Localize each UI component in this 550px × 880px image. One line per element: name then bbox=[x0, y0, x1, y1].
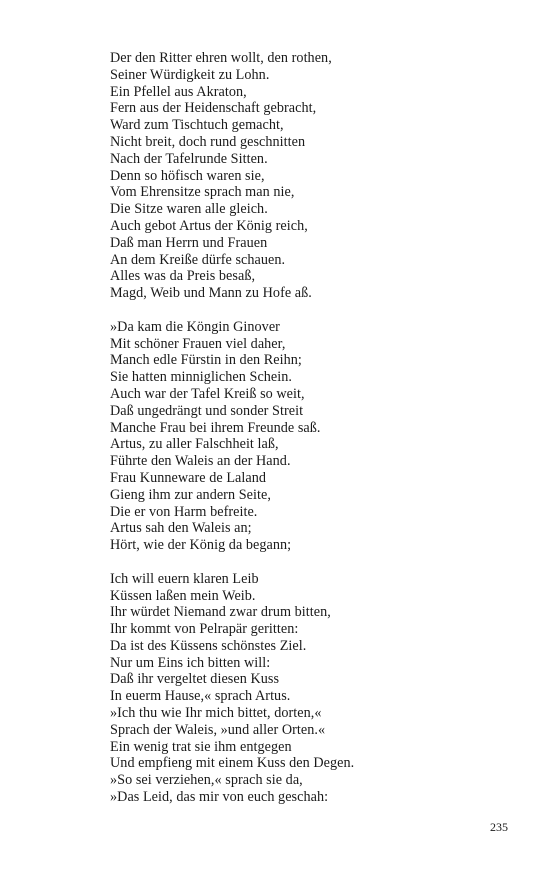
verse-line: Vom Ehrensitze sprach man nie, bbox=[110, 184, 295, 201]
verse-line: Ein wenig trat sie ihm entgegen bbox=[110, 738, 292, 755]
verse-line: Hört, wie der König da begann; bbox=[110, 537, 292, 554]
verse-line: Auch gebot Artus der König reich, bbox=[110, 217, 308, 234]
verse-line: »So sei verziehen,« sprach sie da, bbox=[110, 772, 303, 789]
verse-line: Ward zum Tischtuch gemacht, bbox=[110, 117, 284, 134]
verse-line: Nur um Eins ich bitten will: bbox=[110, 654, 271, 671]
verse-line: »Das Leid, das mir von euch geschah: bbox=[110, 789, 329, 806]
verse-line: Ihr würdet Niemand zwar drum bitten, bbox=[110, 604, 331, 621]
verse-line: Manche Frau bei ihrem Freunde saß. bbox=[110, 419, 321, 436]
stanza-1 bbox=[110, 50, 510, 302]
verse-line: Ihr kommt von Pelrapär geritten: bbox=[110, 621, 299, 638]
verse-line: Nach der Tafelrunde Sitten. bbox=[110, 150, 268, 167]
verse-line: Daß ihr vergeltet diesen Kuss bbox=[110, 671, 280, 688]
verse-line: Da ist des Küssens schönstes Ziel. bbox=[110, 637, 307, 654]
verse-line: Daß man Herrn und Frauen bbox=[110, 234, 268, 251]
stanza-3 bbox=[110, 571, 510, 806]
verse-line: In euerm Hause,« sprach Artus. bbox=[110, 688, 291, 705]
verse-line: Nicht breit, doch rund geschnitten bbox=[110, 133, 306, 150]
verse-line: Fern aus der Heidenschaft gebracht, bbox=[110, 100, 317, 117]
verse-line: »Da kam die Köngin Ginover bbox=[110, 318, 280, 335]
page-number: 235 bbox=[490, 820, 508, 834]
verse-line: Frau Kunneware de Laland bbox=[110, 469, 267, 486]
verse-line: Artus, zu aller Falschheit laß, bbox=[110, 436, 279, 453]
verse-line: Küssen laßen mein Weib. bbox=[110, 587, 256, 604]
verse-line: Seiner Würdigkeit zu Lohn. bbox=[110, 66, 270, 83]
verse-line: Magd, Weib und Mann zu Hofe aß. bbox=[110, 285, 312, 302]
verse-line: Die er von Harm befreite. bbox=[110, 503, 258, 520]
verse-line: Manch edle Fürstin in den Reihn; bbox=[110, 352, 302, 369]
verse-line: Der den Ritter ehren wollt, den rothen, bbox=[110, 50, 332, 66]
verse-line: Und empfieng mit einem Kuss den Degen. bbox=[110, 755, 355, 772]
verse-line: An dem Kreiße dürfe schauen. bbox=[110, 251, 286, 268]
poem-text bbox=[110, 50, 510, 823]
verse-line: Führte den Waleis an der Hand. bbox=[110, 453, 291, 470]
verse-line: »Ich thu wie Ihr mich bittet, dorten,« bbox=[110, 705, 322, 722]
verse-line: Denn so höfisch waren sie, bbox=[110, 167, 265, 184]
verse-line: Gieng ihm zur andern Seite, bbox=[110, 486, 271, 503]
verse-line: Die Sitze waren alle gleich. bbox=[110, 201, 268, 218]
verse-line: Artus sah den Waleis an; bbox=[110, 520, 252, 537]
verse-line: Auch war der Tafel Kreiß so weit, bbox=[110, 385, 305, 402]
verse-line: Alles was da Preis besaß, bbox=[110, 268, 256, 285]
verse-line: Daß ungedrängt und sonder Streit bbox=[110, 402, 304, 419]
verse-line: Sprach der Waleis, »und aller Orten.« bbox=[110, 721, 326, 738]
verse-line: Mit schöner Frauen viel daher, bbox=[110, 335, 286, 352]
verse-line: Ein Pfellel aus Akraton, bbox=[110, 83, 247, 100]
verse-line: Ich will euern klaren Leib bbox=[110, 570, 259, 587]
stanza-2 bbox=[110, 319, 510, 554]
verse-line: Sie hatten minniglichen Schein. bbox=[110, 369, 293, 386]
